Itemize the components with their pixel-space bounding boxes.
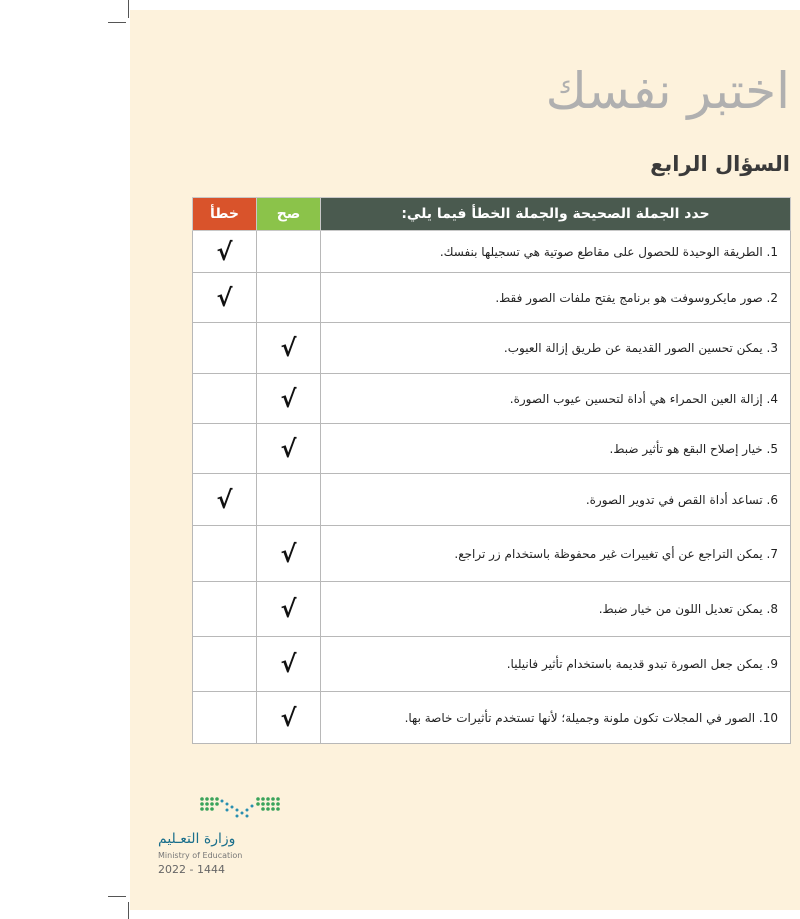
table-row xyxy=(193,424,791,474)
table-row xyxy=(193,474,791,526)
table-row xyxy=(193,374,791,424)
true-check-cell[interactable] xyxy=(257,231,321,273)
statement-cell: 4. إزالة العين الحمراء هي أداة لتحسين عيوب الصورة. xyxy=(321,374,791,424)
statement-cell: 1. الطريقة الوحيدة للحصول على مقاطع صوتية هي تسجيلها بنفسك. xyxy=(321,231,791,273)
table-row xyxy=(193,582,791,637)
statement-cell: 5. خيار إصلاح البقع هو تأثير ضبط. xyxy=(321,424,791,474)
statement-cell: 10. الصور في المجلات تكون ملونة وجميلة؛ لأنها تستخدم تأثيرات خاصة بها. xyxy=(321,692,791,744)
false-check-cell[interactable]: √ xyxy=(193,231,257,273)
true-column-header: صح xyxy=(257,198,321,231)
false-check-cell[interactable]: √ xyxy=(193,474,257,526)
statement-cell: 2. صور مايكروسوفت هو برنامج يفتح ملفات الصور فقط. xyxy=(321,273,791,323)
true-check-cell[interactable] xyxy=(257,474,321,526)
table-header-row xyxy=(193,198,791,231)
true-check-cell[interactable]: √ xyxy=(257,692,321,744)
true-check-cell[interactable]: √ xyxy=(257,582,321,637)
true-check-cell[interactable]: √ xyxy=(257,374,321,424)
table-row xyxy=(193,526,791,582)
question-heading: السؤال الرابع xyxy=(650,152,790,176)
statement-cell: 7. يمكن التراجع عن أي تغييرات غير محفوظة باستخدام زر تراجع. xyxy=(321,526,791,582)
false-column-header: خطأ xyxy=(193,198,257,231)
ministry-name-english: Ministry of Education xyxy=(158,851,243,860)
statement-cell: 9. يمكن جعل الصورة تبدو قديمة باستخدام تأثير فانيليا. xyxy=(321,637,791,692)
false-check-cell[interactable] xyxy=(193,424,257,474)
edition-year: 2022 - 1444 xyxy=(158,863,225,876)
ministry-name-arabic: وزارة التعـليم xyxy=(158,831,236,847)
true-false-table xyxy=(192,197,791,744)
crop-mark xyxy=(128,0,129,18)
page-title: اختبر نفسك xyxy=(545,62,790,120)
table-row xyxy=(193,637,791,692)
crop-mark xyxy=(108,896,126,897)
ministry-logo xyxy=(143,795,293,885)
statement-cell: 6. تساعد أداة القص في تدوير الصورة. xyxy=(321,474,791,526)
false-check-cell[interactable] xyxy=(193,637,257,692)
false-check-cell[interactable] xyxy=(193,692,257,744)
statement-cell: 3. يمكن تحسين الصور القديمة عن طريق إزالة العيوب. xyxy=(321,323,791,374)
false-check-cell[interactable] xyxy=(193,374,257,424)
false-check-cell[interactable] xyxy=(193,526,257,582)
crop-mark xyxy=(108,22,126,23)
table-row xyxy=(193,692,791,744)
false-check-cell[interactable] xyxy=(193,323,257,374)
true-check-cell[interactable]: √ xyxy=(257,526,321,582)
ministry-logo-icon xyxy=(198,795,288,823)
table-row xyxy=(193,323,791,374)
false-check-cell[interactable]: √ xyxy=(193,273,257,323)
true-check-cell[interactable] xyxy=(257,273,321,323)
statement-column-header: حدد الجملة الصحيحة والجملة الخطأ فيما يلي: xyxy=(321,198,791,231)
true-check-cell[interactable]: √ xyxy=(257,323,321,374)
table-row xyxy=(193,273,791,323)
false-check-cell[interactable] xyxy=(193,582,257,637)
crop-mark xyxy=(128,902,129,919)
true-check-cell[interactable]: √ xyxy=(257,424,321,474)
true-check-cell[interactable]: √ xyxy=(257,637,321,692)
table-row xyxy=(193,231,791,273)
statement-cell: 8. يمكن تعديل اللون من خيار ضبط. xyxy=(321,582,791,637)
